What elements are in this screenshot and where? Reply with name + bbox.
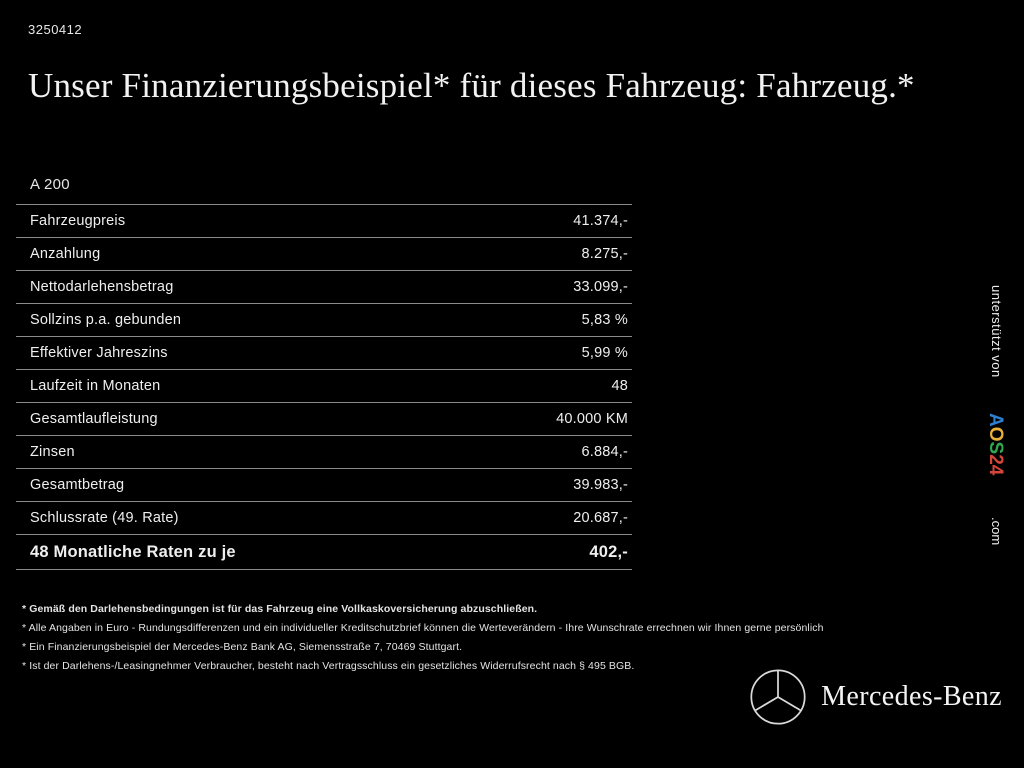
brand-name: Mercedes-Benz bbox=[821, 681, 1002, 712]
footnotes bbox=[22, 600, 1002, 676]
row-label: Effektiver Jahreszins bbox=[30, 345, 168, 361]
footnote: * Ein Finanzierungsbeispiel der Mercedes-Benz Bank AG, Siemensstraße 7, 70469 Stuttgart. bbox=[22, 641, 463, 653]
row-label: Anzahlung bbox=[30, 246, 101, 262]
logo-letter-4: 4 bbox=[985, 464, 1006, 476]
table-row bbox=[16, 204, 632, 237]
table-row bbox=[16, 237, 632, 270]
row-label: Sollzins p.a. gebunden bbox=[30, 312, 182, 328]
table-row bbox=[16, 270, 632, 303]
row-value: 5,99 % bbox=[581, 345, 628, 361]
total-label: 48 Monatliche Raten zu je bbox=[30, 542, 236, 561]
document-id: 3250412 bbox=[28, 22, 83, 37]
row-value: 8.275,- bbox=[581, 246, 628, 262]
table-row-total bbox=[16, 534, 632, 570]
row-label: Nettodarlehensbetrag bbox=[30, 279, 174, 295]
logo-letter-o: O bbox=[985, 426, 1006, 442]
row-value: 41.374,- bbox=[573, 213, 628, 229]
row-label: Zinsen bbox=[30, 444, 75, 460]
row-label: Gesamtlaufleistung bbox=[30, 411, 158, 427]
row-label: Laufzeit in Monaten bbox=[30, 378, 161, 394]
row-value: 39.983,- bbox=[573, 477, 628, 493]
table-row bbox=[16, 435, 632, 468]
table-row bbox=[16, 402, 632, 435]
total-value: 402,- bbox=[589, 542, 628, 561]
row-value: 5,83 % bbox=[581, 312, 628, 328]
table-row bbox=[16, 303, 632, 336]
row-value: 6.884,- bbox=[581, 444, 628, 460]
row-value: 48 bbox=[611, 378, 628, 394]
row-value: 40.000 KM bbox=[556, 411, 628, 427]
supported-by-sidebar bbox=[986, 285, 1012, 585]
row-label: Schlussrate (49. Rate) bbox=[30, 510, 179, 526]
row-value: 20.687,- bbox=[573, 510, 628, 526]
footnote: * Gemäß den Darlehensbedingungen ist für das Fahrzeug eine Vollkaskoversicherung abzuschließen. bbox=[22, 603, 538, 615]
row-value: 33.099,- bbox=[573, 279, 628, 295]
footnote: * Alle Angaben in Euro - Rundungsdifferenzen und ein individueller Kreditschutzbrief können die Werteverändern - Ihre Wunschrate errechnen wir Ihnen gerne persönlich bbox=[22, 622, 824, 634]
logo-domain-suffix: .com bbox=[989, 517, 1004, 546]
footnote: * Ist der Darlehens-/Leasingnehmer Verbraucher, besteht nach Vertragsschluss ein gesetzliches Widerrufsrecht nach § 495 BGB. bbox=[22, 660, 635, 672]
row-label: Gesamtbetrag bbox=[30, 477, 125, 493]
mercedes-star-icon bbox=[749, 668, 807, 726]
table-row bbox=[16, 501, 632, 534]
financing-table bbox=[16, 204, 632, 570]
mercedes-benz-logo bbox=[749, 668, 1002, 726]
page-title: Unser Finanzierungsbeispiel* für dieses Fahrzeug: Fahrzeug.* bbox=[28, 66, 915, 105]
table-row bbox=[16, 468, 632, 501]
supported-by-label: unterstützt von bbox=[989, 285, 1004, 378]
table-row bbox=[16, 336, 632, 369]
row-label: Fahrzeugpreis bbox=[30, 213, 126, 229]
logo-letter-a: A bbox=[985, 413, 1006, 427]
table-row bbox=[16, 369, 632, 402]
logo-letter-s: S bbox=[985, 441, 1006, 455]
logo-letter-2: 2 bbox=[985, 454, 1006, 465]
aos24-logo bbox=[984, 413, 1006, 475]
vehicle-model-label: A 200 bbox=[30, 176, 70, 193]
